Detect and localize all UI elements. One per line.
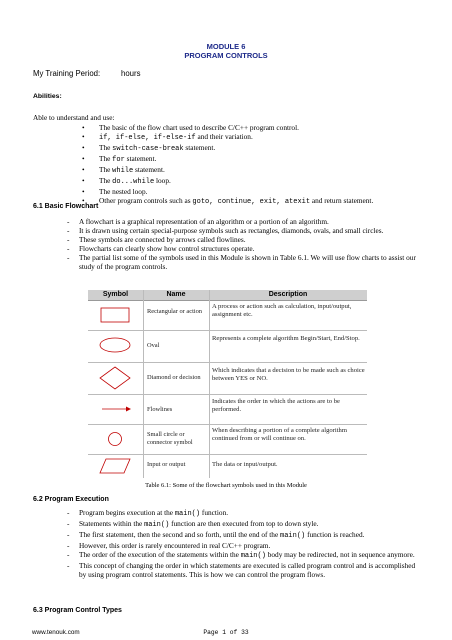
module-title: PROGRAM CONTROLS (184, 51, 268, 60)
abilities-list (99, 123, 373, 207)
section-6-1-heading: 6.1 Basic Flowchart (33, 203, 99, 210)
abilities-heading: Abilities: (33, 93, 62, 100)
table-row (88, 394, 367, 425)
execution-point: - The first statement, then the second and so forth, until the end of the main() function is reached. (79, 530, 419, 541)
circle-symbol (88, 424, 143, 454)
symbol-name: Rectangular or action (147, 308, 203, 315)
footer-page-number: Page 1 of 33 (203, 629, 249, 636)
training-period (33, 69, 141, 78)
symbol-description: Represents a complete algorithm Begin/Start, End/Stop. (212, 335, 360, 342)
rectangle-symbol (88, 300, 143, 330)
table-row (88, 362, 367, 395)
symbol-name: Oval (147, 342, 160, 349)
ability-item: • The while statement. (99, 165, 373, 176)
symbol-description: Indicates the order in which the actions are to be performed. (212, 398, 340, 413)
symbol-description: The data or input/output. (212, 461, 278, 468)
symbol-description: Which indicates that a decision to be made such as choice between YES or NO. (212, 367, 365, 382)
symbol-name: Diamond or decision (147, 374, 201, 381)
ability-item: • The nested loop. (99, 187, 373, 196)
flowchart-point: - It is drawn using certain special-purpose symbols such as rectangles, diamonds, ovals, and small circles. (79, 226, 419, 235)
flowchart-point: - These symbols are connected by arrows called flowlines. (79, 235, 419, 244)
footer-site-link[interactable]: www.tenouk.com (32, 629, 80, 636)
table-row (88, 424, 367, 455)
ability-item: • The switch-case-break statement. (99, 143, 373, 154)
arrow-symbol (88, 394, 143, 424)
ability-item: • The for statement. (99, 154, 373, 165)
symbol-name: Input or output (147, 461, 186, 468)
execution-point: - However, this order is rarely encountered in real C/C++ program. (79, 541, 419, 550)
ability-item: • if, if-else, if-else-if and their variation. (99, 132, 373, 143)
parallelogram-symbol (88, 454, 143, 478)
execution-point: - Program begins execution at the main() function. (79, 508, 419, 519)
execution-point: - Statements within the main() function are then executed from top to down style. (79, 519, 419, 530)
section-6-2-list (79, 508, 419, 579)
training-period-value: hours (121, 69, 141, 78)
flowchart-point: - The partial list some of the symbols used in this Module is shown in Table 6.1. We will use flow charts to assist our study of the program controls. (79, 253, 419, 271)
training-period-label: My Training Period: (33, 69, 101, 78)
section-6-2-heading: 6.2 Program Execution (33, 496, 109, 503)
symbol-description: A process or action such as calculation, input/output, assignment etc. (212, 303, 352, 318)
header-name: Name (166, 291, 186, 298)
symbol-name: Small circle or connector symbol (147, 431, 193, 446)
section-6-3-heading: 6.3 Program Control Types (33, 607, 122, 614)
table-row (88, 454, 367, 478)
symbol-description: When describing a portion of a complete algorithm continued from or will continue on. (212, 427, 347, 442)
symbol-name: Flowlines (147, 406, 173, 413)
execution-point: - This concept of changing the order in which statements are executed is called program control and is accomplished by using program control statements. This is how we can control the program flows. (79, 561, 419, 579)
header-description: Description (268, 291, 308, 298)
table-row (88, 330, 367, 363)
table-row (88, 300, 367, 331)
section-6-1-list (79, 217, 419, 271)
flowchart-point: - Flowcharts can clearly show how control structures operate. (79, 244, 419, 253)
module-number: MODULE 6 (206, 42, 246, 51)
oval-symbol (88, 330, 143, 362)
table-caption: Table 6.1: Some of the flowchart symbols used in this Module (145, 482, 307, 489)
ability-item: • Other program controls such as goto, continue, exit, atexit and return statement. (99, 196, 373, 207)
flowchart-symbols-table (88, 290, 367, 478)
header-symbol: Symbol (102, 291, 129, 298)
ability-item: • The basic of the flow chart used to describe C/C++ program control. (99, 123, 373, 132)
flowchart-point: - A flowchart is a graphical representation of an algorithm or a portion of an algorithm. (79, 217, 419, 226)
abilities-intro: Able to understand and use: (33, 113, 115, 122)
diamond-symbol (88, 362, 143, 394)
ability-item: • The do...while loop. (99, 176, 373, 187)
execution-point: - The order of the execution of the statements within the main() body may be redirected, not in sequence anymore. (79, 550, 419, 561)
